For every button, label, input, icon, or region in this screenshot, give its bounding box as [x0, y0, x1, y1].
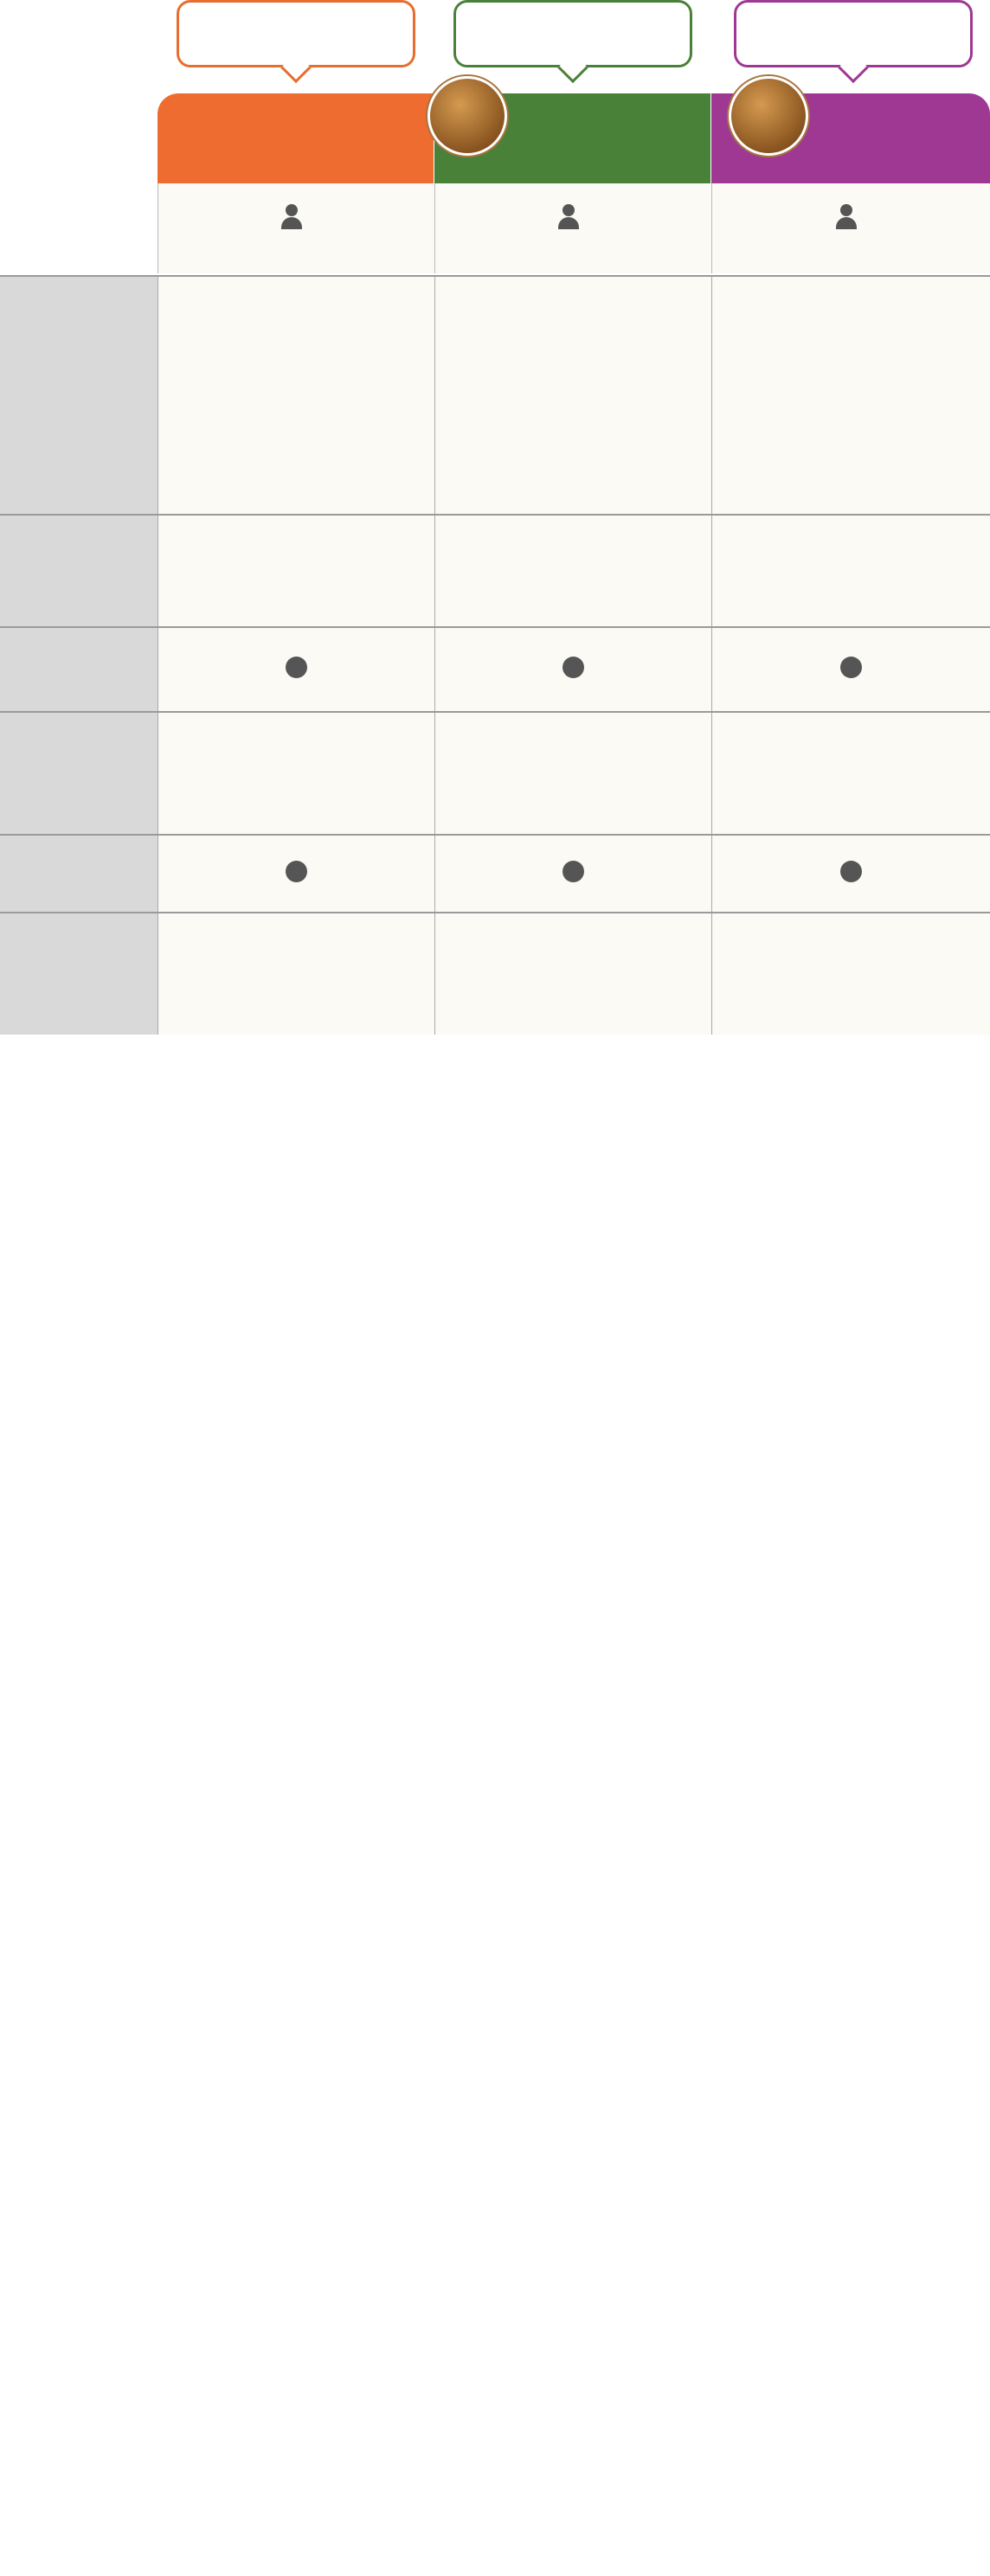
- price-cell: [434, 277, 711, 514]
- transport-cell: [711, 628, 990, 711]
- included-mark: [562, 861, 584, 882]
- included-mark: [286, 861, 307, 882]
- keep-row: [0, 711, 990, 834]
- plan-title-cremation[interactable]: [158, 93, 434, 183]
- row-label: [0, 516, 158, 626]
- plan-tagline-oneday: [453, 0, 692, 67]
- row-label: [0, 913, 158, 1035]
- price-cell: [158, 277, 434, 514]
- row-label: [0, 628, 158, 711]
- price-row: [0, 275, 990, 514]
- keep-cell: [158, 713, 434, 834]
- pillow-cell: [434, 913, 711, 1035]
- plan-tagline-family: [734, 0, 973, 67]
- recommended-badge: [729, 76, 808, 156]
- pillow-cell: [158, 913, 434, 1035]
- pillow-row: [0, 912, 990, 1035]
- plan-capacity-oneday: [434, 183, 711, 273]
- plan-tagline-cremation: [177, 0, 415, 67]
- plan-title-oneday[interactable]: [434, 93, 710, 183]
- transport-cell: [158, 628, 434, 711]
- row-label: [0, 277, 158, 514]
- transport-cell: [434, 628, 711, 711]
- flow-cell: [434, 516, 711, 626]
- keep-cell: [711, 713, 990, 834]
- plan-capacity-family: [711, 183, 990, 273]
- person-icon: [280, 204, 303, 230]
- person-icon: [557, 204, 580, 230]
- included-mark: [840, 657, 862, 678]
- person-icon: [835, 204, 858, 230]
- pillow-cell: [711, 913, 990, 1035]
- included-mark: [840, 861, 862, 882]
- included-mark: [562, 657, 584, 678]
- included-mark: [286, 657, 307, 678]
- flow-cell: [158, 516, 434, 626]
- dry-ice-cell: [711, 836, 990, 912]
- row-label: [0, 836, 158, 912]
- row-label: [0, 713, 158, 834]
- dry-ice-cell: [158, 836, 434, 912]
- plan-header: [0, 0, 990, 275]
- flow-cell: [711, 516, 990, 626]
- keep-cell: [434, 713, 711, 834]
- dry-ice-cell: [434, 836, 711, 912]
- recommended-badge: [428, 76, 507, 156]
- dry-ice-row: [0, 834, 990, 912]
- plan-title-family[interactable]: [711, 93, 990, 183]
- transport-row: [0, 626, 990, 711]
- price-cell: [711, 277, 990, 514]
- flow-row: [0, 514, 990, 626]
- plan-capacity-cremation: [158, 183, 434, 273]
